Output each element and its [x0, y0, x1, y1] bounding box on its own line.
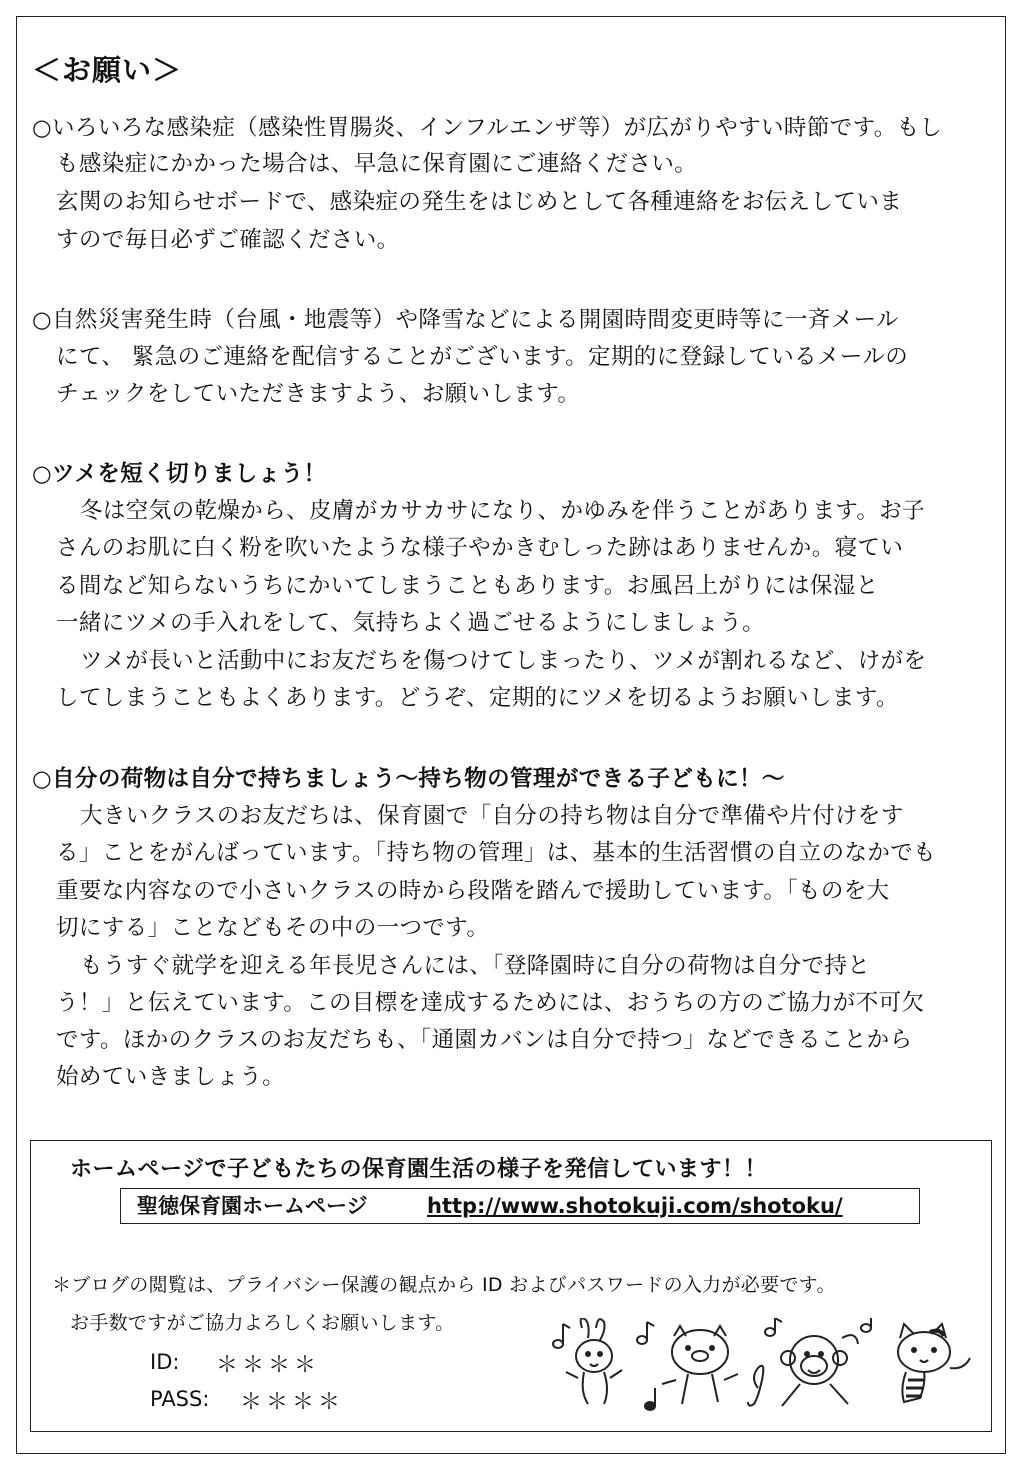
nails-title: ○ツメを短く切りましょう！ — [32, 461, 327, 487]
belongings-line-7: です。ほかのクラスのお友だちも、「通園カバンは自分で持つ」などできることから — [56, 1027, 913, 1053]
homepage-notice-title: ホームページで子どもたちの保育園生活の様子を発信しています！！ — [70, 1157, 768, 1182]
music-note-icon — [637, 1322, 654, 1344]
infection-line-3: 玄関のお知らせボードで、感染症の発生をはじめとして各種連絡をお伝えしていま — [56, 189, 903, 215]
homepage-link-box — [120, 1188, 920, 1224]
id-value: ＊＊＊＊ — [216, 1353, 321, 1378]
belongings-line-6: う！」と伝えています。この目標を達成するためには、おうちの方のご協力が不可欠 — [56, 990, 925, 1016]
homepage-url-link[interactable]: http://www.shotokuji.com/shotoku/ — [427, 1194, 843, 1218]
belongings-title: ○自分の荷物は自分で持ちましょう～持ち物の管理ができる子どもに！～ — [32, 766, 785, 792]
disaster-line-1: ○自然災害発生時（台風・地震等）や降雪などによる開園時間変更時等に一斉メール — [32, 307, 899, 333]
disaster-line-2: にて、 緊急のご連絡を配信することがございます。定期的に登録しているメールの — [56, 344, 909, 370]
pass-value: ＊＊＊＊ — [240, 1390, 345, 1415]
nails-line-1: 冬は空気の乾燥から、皮膚がカサカサになり、かゆみを伴うことがあります。お子 — [80, 498, 926, 524]
homepage-name: 聖徳保育園ホームページ — [137, 1194, 368, 1218]
belongings-line-1: 大きいクラスのお友だちは、保育園で「自分の持ち物は自分で準備や片付けをす — [80, 803, 904, 829]
rabbit-icon — [566, 1318, 622, 1404]
monkey-icon — [781, 1335, 858, 1406]
blog-note-line-1: ＊ブログの閲覧は、プライバシー保護の観点から ID およびパスワードの入力が必要です。 — [52, 1274, 836, 1296]
nails-line-5: ツメが長いと活動中にお友だちを傷つけてしまったり、ツメが割れるなど、けがを — [80, 648, 927, 674]
dancing-animals-illustration — [548, 1318, 980, 1422]
id-label: ID: — [150, 1350, 180, 1374]
disaster-line-3: チェックをしていただきますよう、お願いします。 — [56, 381, 581, 407]
blog-note-line-2: お手数ですがご協力よろしくお願いします。 — [70, 1312, 455, 1334]
pig-icon — [662, 1326, 738, 1404]
belongings-line-8: 始めていきましょう。 — [56, 1064, 286, 1090]
infection-line-2: も感染症にかかった場合は、早急に保育園にご連絡ください。 — [56, 151, 698, 177]
belongings-line-5: もうすぐ就学を迎える年長児さんには、「登降園時に自分の荷物は自分で持と — [80, 953, 871, 979]
nails-line-6: してしまうこともよくあります。どうぞ、定期的にツメを切るようお願いします。 — [56, 685, 899, 711]
nails-line-4: 一緒にツメの手入れをして、気持ちよく過ごせるようにしましょう。 — [56, 610, 766, 636]
cat-icon — [898, 1324, 970, 1402]
music-note-icon — [553, 1324, 570, 1348]
pass-label: PASS: — [150, 1387, 210, 1411]
belongings-line-3: 重要な内容なので小さいクラスの時から段階を踏んで援助しています。「ものを大 — [56, 878, 890, 904]
belongings-line-4: 切にする」ことなどもその中の一つです。 — [56, 915, 490, 941]
treble-clef-icon — [748, 1366, 763, 1406]
music-note-icon — [645, 1388, 655, 1410]
belongings-line-2: る」ことをがんばっています。「持ち物の管理」は、基本的生活習慣の自立のなかでも — [56, 840, 937, 866]
music-note-icon — [861, 1318, 871, 1332]
infection-line-1: ○いろいろな感染症（感染性胃腸炎、インフルエンザ等）が広がりやすい時節です。もし — [32, 115, 943, 141]
page-heading: ＜お願い＞ — [32, 53, 183, 87]
music-note-icon — [765, 1318, 782, 1336]
nails-line-3: る間など知らないうちにかいてしまうこともあります。お風呂上がりには保湿と — [56, 573, 879, 599]
nails-line-2: さんのお肌に白く粉を吹いたような様子やかきむしった跡はありませんか。寝てい — [56, 535, 904, 561]
infection-line-4: すので毎日必ずご確認ください。 — [56, 227, 400, 253]
